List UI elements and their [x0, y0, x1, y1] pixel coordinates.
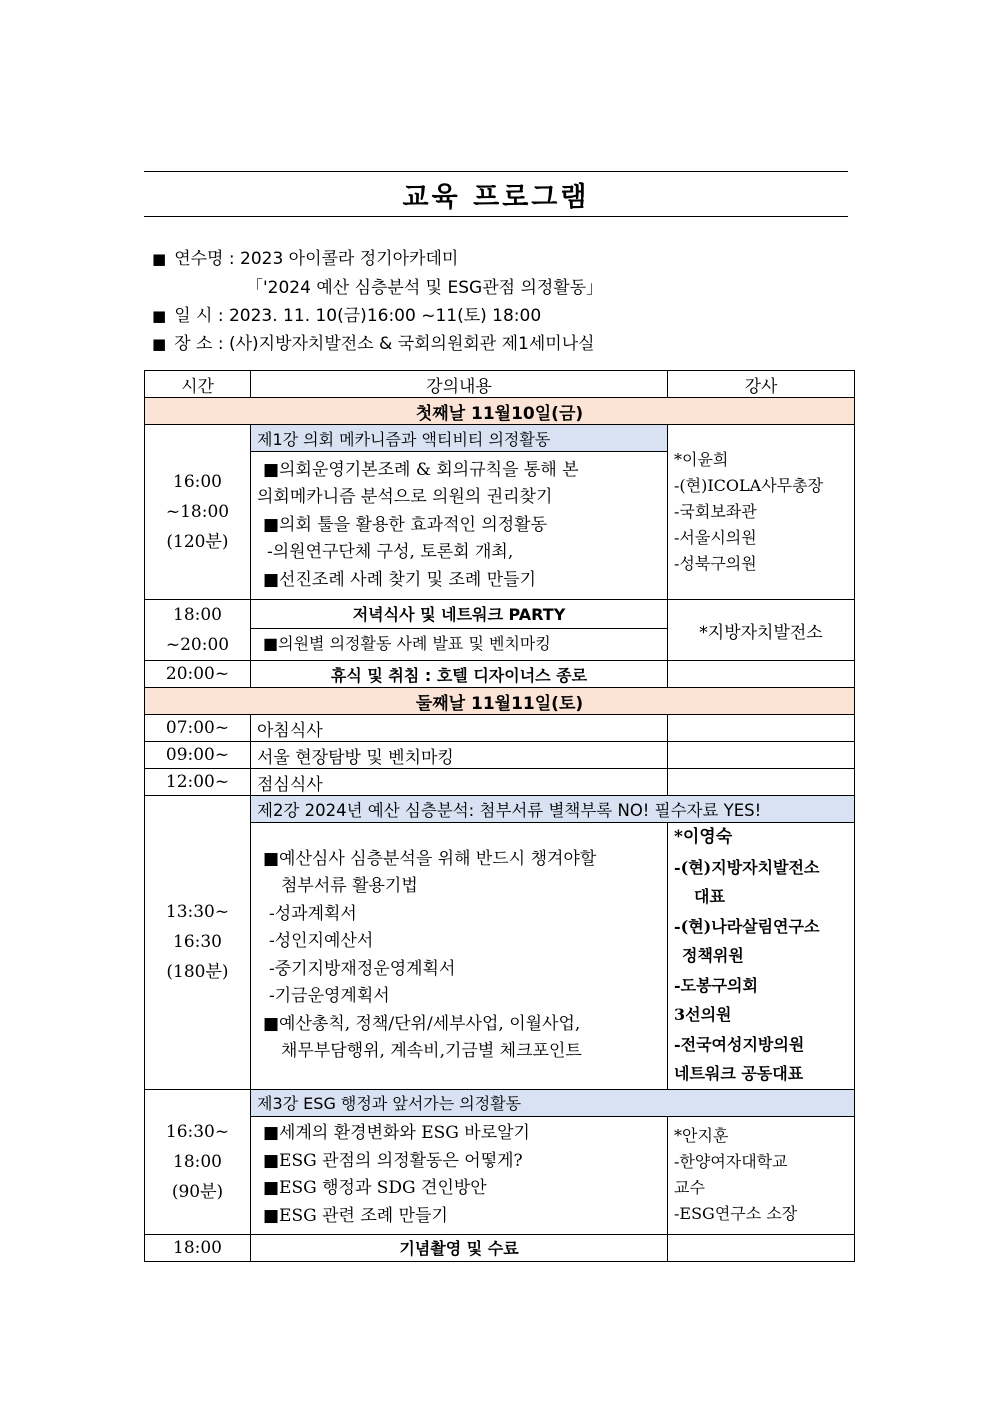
dinner-title-row [145, 600, 855, 629]
day2-row [145, 688, 855, 715]
session3-title: 제3강 ESG 행정과 앞서가는 의정활동 [251, 1089, 855, 1116]
session1-title-row [145, 425, 855, 452]
table-row [145, 742, 855, 769]
rest-row [145, 661, 855, 688]
bullet-square: ■ [152, 250, 167, 268]
info-course-subtitle [246, 273, 603, 298]
session2-body-row [145, 823, 855, 1090]
tour-time: 09:00~ [145, 742, 251, 769]
session2-title-row [145, 796, 855, 823]
info-place-value: (사)지방자치발전소 & 국회의원회관 제1세미나실 [228, 334, 595, 354]
session2-lecturer: *이영숙 -(현)지방자치발전소 대표 -(현)나라살림연구소 정책위원 -도봉구의회 3선의원 -전국여성지방의원 네트워크 공동대표 [668, 823, 855, 1090]
info-place-label: 장 소 : [174, 334, 224, 354]
day1-row [145, 398, 855, 425]
lunch-time: 12:00~ [145, 769, 251, 796]
session1-title: 제1강 의회 메카니즘과 액티비티 의정활동 [251, 425, 668, 452]
dinner-title: 저녁식사 및 네트워크 PARTY [251, 600, 668, 629]
lunch-lecturer [668, 769, 855, 796]
dinner-time: 18:00 ~20:00 [145, 600, 251, 661]
session3-title-row [145, 1089, 855, 1116]
session1-content: ■의회운영기본조례 & 회의규칙을 통해 본 의회메카니즘 분석으로 의원의 권리찾기 ■의회 툴을 활용한 효과적인 의정활동 -의원연구단체 구성, 토론회 개최, ■선진조례 사례 찾기 및 조례 만들기 [251, 452, 668, 600]
day1-label: 첫째날 11월10일(금) [145, 398, 855, 425]
info-place [152, 329, 595, 354]
rest-time: 20:00~ [145, 661, 251, 688]
header-content: 강의내용 [251, 371, 668, 398]
session2-content: ■예산심사 심층분석을 위해 반드시 챙겨야할 첨부서류 활용기법 -성과계획서 -성인지예산서 -중기지방재정운영계획서 -기금운영계획서 ■예산총칙, 정책/단위/세부사업, 이월사업, 채무부담행위, 계속비,기금별 체크포인트 [251, 823, 668, 1090]
header-lecturer: 강사 [668, 371, 855, 398]
program-table [144, 370, 855, 1262]
info-name-label: 연수명 : [174, 249, 235, 269]
closing-lecturer [668, 1234, 855, 1261]
info-date [152, 301, 541, 326]
closing-time: 18:00 [145, 1234, 251, 1261]
session1-lecturer: *이윤희 -(현)ICOLA사무총장 -국회보좌관 -서울시의원 -성북구의원 [668, 425, 855, 600]
page-title: 교육 프로그램 [402, 181, 590, 213]
session3-lecturer: *안지훈 -한양여자대학교 교수 -ESG연구소 소장 [668, 1116, 855, 1234]
info-date-value: 2023. 11. 10(금)16:00 ~11(토) 18:00 [228, 306, 542, 326]
breakfast-content: 아침식사 [251, 715, 668, 742]
session3-body-row [145, 1116, 855, 1234]
rest-lecturer [668, 661, 855, 688]
breakfast-lecturer [668, 715, 855, 742]
table-row [145, 715, 855, 742]
info-date-label: 일 시 : [174, 306, 224, 326]
title-box [144, 171, 848, 217]
session2-time: 13:30~ 16:30 (180분) [145, 796, 251, 1090]
session3-time: 16:30~ 18:00 (90분) [145, 1089, 251, 1234]
day2-label: 둘째날 11월11일(토) [145, 688, 855, 715]
table-row [145, 769, 855, 796]
session3-content: ■세계의 환경변화와 ESG 바로알기 ■ESG 관점의 의정활동은 어떻게? ■ESG 행정과 SDG 견인방안 ■ESG 관련 조례 만들기 [251, 1116, 668, 1234]
info-name-sub: 「'2024 예산 심층분석 및 ESG관점 의정활동」 [246, 278, 604, 298]
info-course-name [152, 244, 458, 269]
bullet-square: ■ [152, 335, 167, 353]
rest-content: 휴식 및 취침 : 호텔 디자이너스 종로 [251, 661, 668, 688]
session2-title: 제2강 2024년 예산 심층분석: 첨부서류 별책부록 NO! 필수자료 YES! [251, 796, 855, 823]
bullet-square: ■ [152, 307, 167, 325]
closing-content: 기념촬영 및 수료 [251, 1234, 668, 1261]
closing-row [145, 1234, 855, 1261]
dinner-content: ■의원별 의정활동 사례 발표 및 벤치마킹 [251, 628, 668, 660]
session1-time: 16:00 ~18:00 (120분) [145, 425, 251, 600]
header-time: 시간 [145, 371, 251, 398]
breakfast-time: 07:00~ [145, 715, 251, 742]
tour-content: 서울 현장탐방 및 벤치마킹 [251, 742, 668, 769]
lunch-content: 점심식사 [251, 769, 668, 796]
dinner-lecturer: *지방자치발전소 [668, 600, 855, 661]
table-header-row [145, 371, 855, 398]
tour-lecturer [668, 742, 855, 769]
info-name-value: 2023 아이콜라 정기아카데미 [240, 249, 459, 269]
